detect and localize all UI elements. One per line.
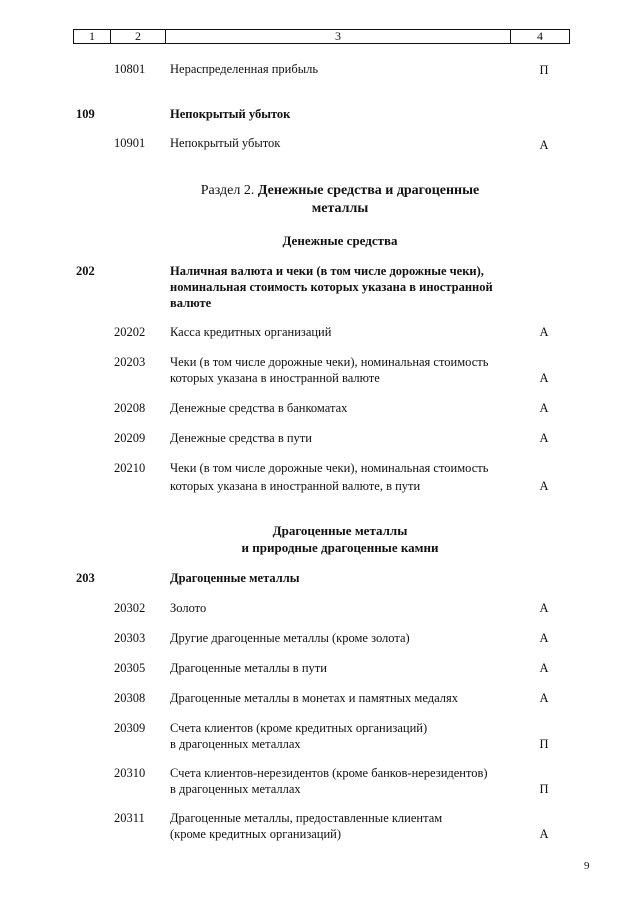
account-type: А <box>539 601 549 615</box>
account-type: П <box>539 737 549 751</box>
account-name-line: Драгоценные металлы, предоставленные клиентам <box>170 811 443 825</box>
account-name: Драгоценные металлы в монетах и памятных медалях <box>170 691 458 705</box>
group-code: 202 <box>76 264 95 278</box>
account-name-line: Чеки (в том числе дорожные чеки), номинальная стоимость <box>170 461 489 475</box>
account-name: Касса кредитных организаций <box>170 325 332 339</box>
group-title-line: валюте <box>170 296 212 310</box>
subsection-title: Денежные средства <box>282 233 398 248</box>
group-title <box>170 263 510 311</box>
column-header-3: 3 <box>166 30 511 43</box>
account-number: 20303 <box>114 631 146 645</box>
account-name: Другие драгоценные металлы (кроме золота) <box>170 631 410 645</box>
section-title <box>160 182 520 200</box>
page-number: 9 <box>584 860 590 872</box>
group-code: 203 <box>76 571 95 585</box>
account-number: 20305 <box>114 661 146 675</box>
account-number: 20210 <box>114 461 146 475</box>
group-title-line: Наличная валюта и чеки (в том числе дорожные чеки), <box>170 264 484 278</box>
account-type: А <box>539 138 549 152</box>
account-name <box>170 765 510 797</box>
account-name <box>170 460 510 494</box>
column-header-2: 2 <box>111 30 166 43</box>
account-name: Денежные средства в банкоматах <box>170 401 348 415</box>
section-prefix: Раздел 2. <box>200 183 258 198</box>
account-number: 10901 <box>114 136 146 150</box>
account-name <box>170 720 510 752</box>
account-number: 20308 <box>114 691 146 705</box>
account-type: А <box>539 431 549 445</box>
account-name: Драгоценные металлы в пути <box>170 661 327 675</box>
account-number: 20309 <box>114 721 146 735</box>
account-type: А <box>539 631 549 645</box>
account-name <box>170 354 510 386</box>
section-title-cont <box>160 200 520 218</box>
column-header-4: 4 <box>537 29 543 43</box>
account-name-line: которых указана в иностранной валюте, в пути <box>170 479 421 493</box>
subsection-title: Драгоценные металлы <box>272 523 408 538</box>
account-name: Непокрытый убыток <box>170 136 281 150</box>
account-number: 20209 <box>114 431 146 445</box>
account-name <box>170 810 510 842</box>
group-title: Драгоценные металлы <box>170 571 300 585</box>
account-number: 20203 <box>114 355 146 369</box>
section-title-line1: Денежные средства и драгоценные <box>257 183 480 198</box>
column-header-1: 1 <box>74 30 111 43</box>
column-header <box>73 29 570 44</box>
group-code: 109 <box>76 107 95 121</box>
account-type: А <box>539 371 549 385</box>
account-name-line: Чеки (в том числе дорожные чеки), номинальная стоимость <box>170 355 489 369</box>
account-type: А <box>539 479 549 493</box>
account-type: А <box>539 827 549 841</box>
account-number: 10801 <box>114 62 146 76</box>
account-number: 20302 <box>114 601 146 615</box>
account-name-line: в драгоценных металлах <box>170 737 301 751</box>
account-name-line: (кроме кредитных организаций) <box>170 827 342 841</box>
account-name: Денежные средства в пути <box>170 431 312 445</box>
account-number: 20311 <box>114 811 145 825</box>
group-title: Непокрытый убыток <box>170 107 291 121</box>
account-number: 20208 <box>114 401 146 415</box>
account-type: П <box>539 782 549 796</box>
account-name-line: Счета клиентов (кроме кредитных организаций) <box>170 721 428 735</box>
account-name: Золото <box>170 601 207 615</box>
account-type: А <box>539 661 549 675</box>
account-name: Нераспределенная прибыль <box>170 62 319 76</box>
account-name-line: которых указана в иностранной валюте <box>170 371 380 385</box>
account-type: П <box>539 63 549 77</box>
section-title-line2: металлы <box>311 201 369 216</box>
account-type: А <box>539 401 549 415</box>
subsection-title-line2: и природные драгоценные камни <box>241 540 439 555</box>
account-number: 20310 <box>114 766 146 780</box>
account-name-line: в драгоценных металлах <box>170 782 301 796</box>
account-number: 20202 <box>114 325 146 339</box>
account-type: А <box>539 325 549 339</box>
group-title-line: номинальная стоимость которых указана в иностранной <box>170 280 493 294</box>
account-name-line: Счета клиентов-нерезидентов (кроме банков-нерезидентов) <box>170 766 488 780</box>
account-type: А <box>539 691 549 705</box>
